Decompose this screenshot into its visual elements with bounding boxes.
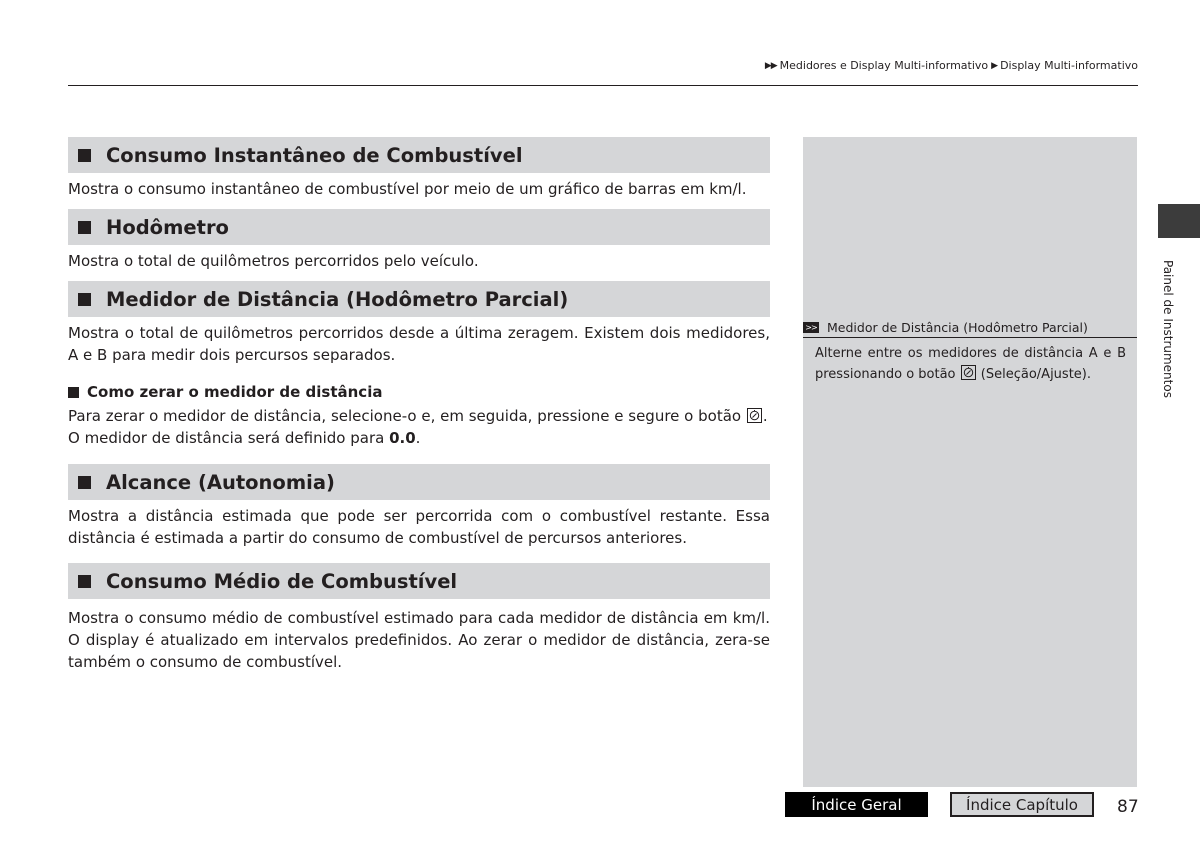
double-chevron-icon: >> [803,322,819,333]
square-bullet-icon [78,221,91,234]
section-title: Alcance (Autonomia) [106,470,335,494]
square-bullet-icon [78,476,91,489]
section-text: Mostra o consumo instantâneo de combustível por meio de um gráfico de barras em km/l. [68,180,747,198]
section-heading [68,137,770,173]
subsection-title: Como zerar o medidor de distância [87,383,383,401]
section-title: Consumo Instantâneo de Combustível [106,143,523,167]
page-number: 87 [1117,797,1139,817]
sidebar-panel [803,137,1137,787]
sidebar-text-part: Alterne entre os medidores de distância A e B pressionando o botão [815,346,1126,382]
section-text: Mostra o consumo médio de combustível estimado para cada medidor de distância em km/l. O display é atualizado em intervalos predefinidos. Ao zerar o medidor de distância, zera-se também o consumo de combustível. [68,609,770,671]
chapter-tab-label[interactable]: Painel de Instrumentos [1161,260,1175,398]
section-heading [68,281,770,317]
double-arrow-icon: ▶▶ [764,60,777,71]
header-divider [68,85,1138,86]
breadcrumb-part1[interactable]: Medidores e Display Multi-informativo [779,59,989,72]
square-bullet-icon [78,575,91,588]
section-text: Mostra o total de quilômetros percorridos pelo veículo. [68,252,479,270]
subsection-text [68,405,770,449]
section-heading [68,464,770,500]
main-content [68,137,770,673]
subsection-text-part: O medidor de distância será definido para [68,429,390,447]
sidebar-divider [803,337,1137,338]
breadcrumb [765,59,1138,72]
sidebar-text-part: (Seleção/Ajuste). [980,367,1091,382]
section-title: Consumo Médio de Combustível [106,569,458,593]
section-heading [68,563,770,599]
reset-value: 0.0 [389,429,416,447]
square-bullet-icon [68,387,79,398]
sidebar-heading[interactable] [803,317,1137,337]
sidebar-text [815,343,1126,385]
subsection-text-part: . [762,407,768,425]
subsection-text-part: . [415,429,421,447]
section-text: Mostra o total de quilômetros percorridos desde a última zeragem. Existem dois medidores, A e B para medir dois percursos separados. [68,324,770,364]
general-index-button[interactable]: Índice Geral [785,792,928,817]
section-text: Mostra a distância estimada que pode ser percorrida com o combustível restante. Essa distância é estimada a partir do consumo de combustível de percursos anteriores. [68,507,770,547]
selector-knob-icon [747,408,762,423]
section-title: Hodômetro [106,215,229,239]
arrow-icon: ▶ [991,60,998,71]
chapter-index-button[interactable]: Índice Capítulo [950,792,1094,817]
section-heading [68,209,770,245]
chapter-tab-marker[interactable] [1158,204,1200,238]
square-bullet-icon [78,293,91,306]
subsection-heading [68,383,770,401]
square-bullet-icon [78,149,91,162]
selector-knob-icon [961,365,976,380]
section-title: Medidor de Distância (Hodômetro Parcial) [106,287,569,311]
breadcrumb-part2[interactable]: Display Multi-informativo [1000,59,1138,72]
subsection-text-part: Para zerar o medidor de distância, selecione-o e, em seguida, pressione e segure o botão [68,407,742,425]
sidebar-heading-text: Medidor de Distância (Hodômetro Parcial) [827,319,1088,335]
